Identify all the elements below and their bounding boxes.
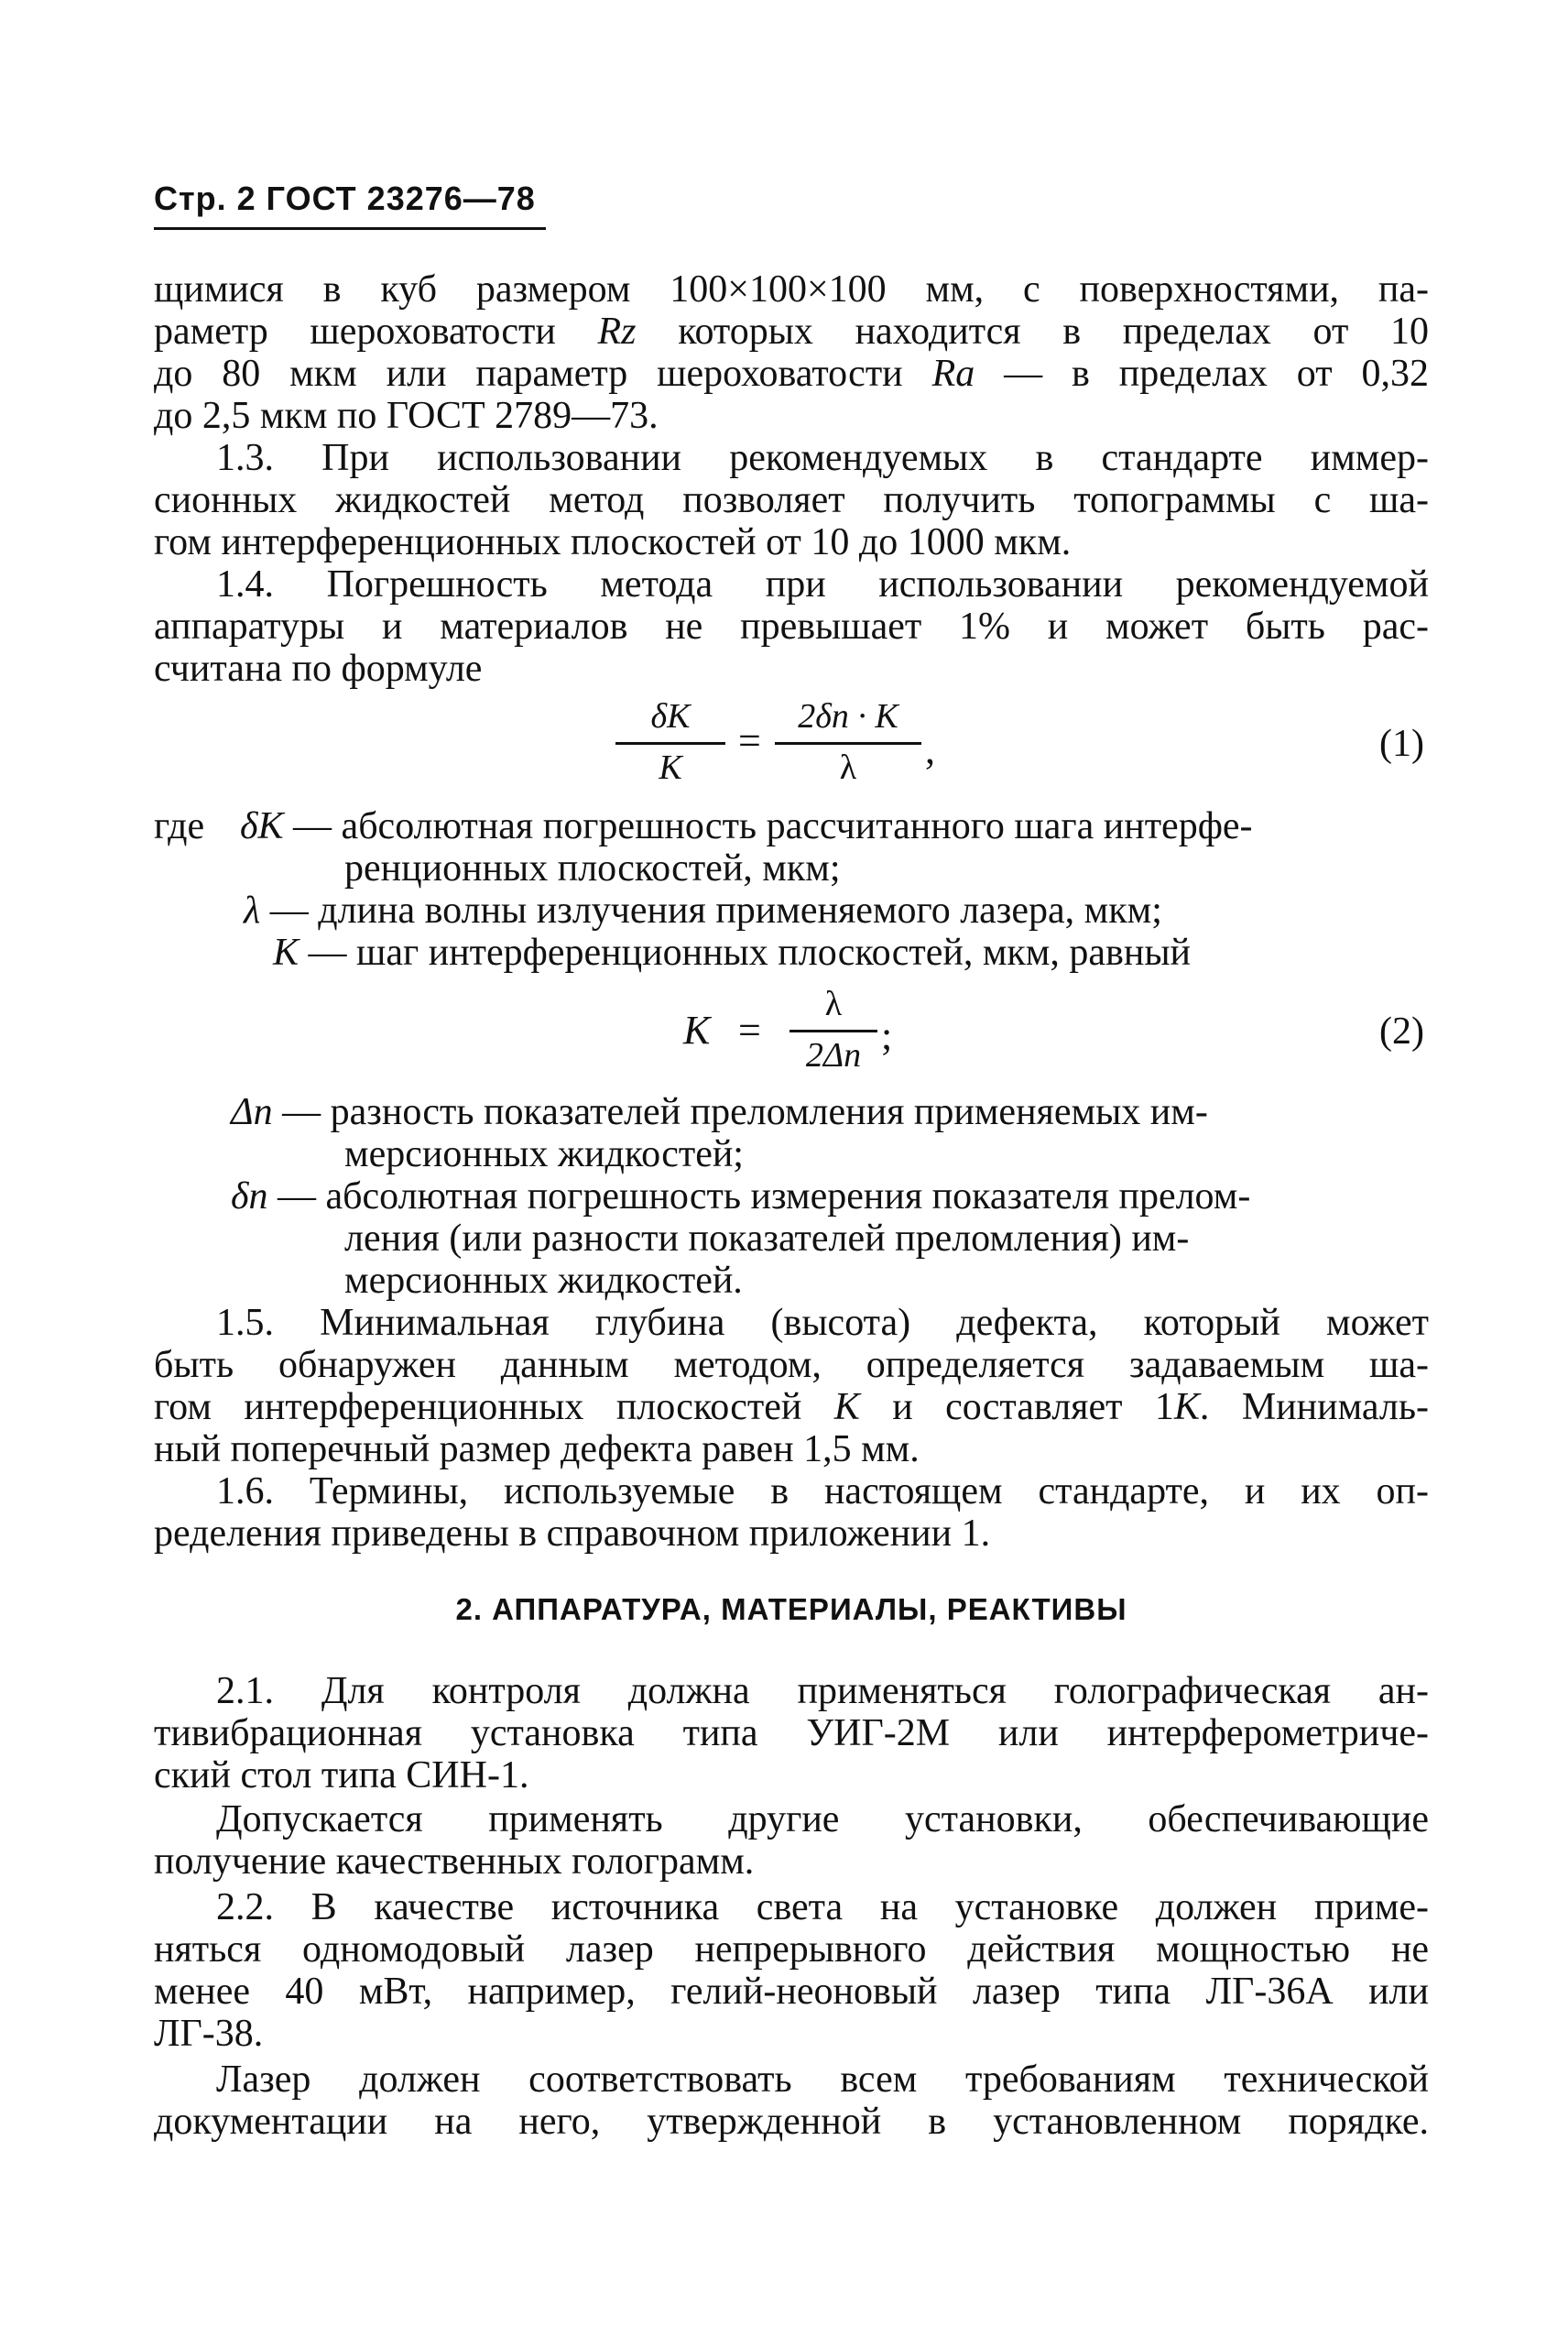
clause-2-1-line-3: ский стол типа СИН-1. — [154, 1754, 529, 1796]
formula-1-comma: , — [925, 727, 935, 772]
section-2-heading: 2. АППАРАТУРА, МАТЕРИАЛЫ, РЕАКТИВЫ — [455, 1592, 1127, 1626]
clause-1-5-line-3: гом интерференционных плоскостей K и составляет 1K. Минималь- — [154, 1386, 1429, 1428]
clause-1-4-line-3: считана по формуле — [154, 648, 483, 690]
intro-line-3: до 80 мкм или параметр шероховатости Ra — в пределах от 0,32 — [154, 353, 1430, 395]
clause-2-1-line-2: тивибрационная установка типа УИГ-2М или интерферометриче- — [154, 1712, 1429, 1754]
clause-1-4-line-2: аппаратуры и материалов не превышает 1% и может быть рас- — [154, 606, 1429, 648]
clause-2-2-line-4: ЛГ-38. — [154, 2013, 264, 2055]
def-delta-n-cont-1: ления (или разности показателей преломления) им- — [344, 1218, 1190, 1260]
where-label: где — [154, 805, 205, 847]
formula-2-fraction-bar — [789, 1030, 877, 1032]
clause-1-6-line-2: ределения приведены в справочном приложении 1. — [154, 1512, 991, 1555]
def-deltaK: δK — абсолютная погрешность рассчитанного шага интерфе- — [240, 805, 1253, 847]
clause-2-2-line-5: Лазер должен соответствовать всем требованиям технической — [216, 2058, 1429, 2101]
clause-1-5-line-2: быть обнаружен данным методом, определяется задаваемым ша- — [154, 1344, 1429, 1386]
intro-line-2: раметр шероховатости Rz которых находится в пределах от 10 — [154, 311, 1429, 353]
formula-2-equals: = — [738, 1008, 761, 1053]
clause-2-2-line-3: менее 40 мВт, например, гелий-неоновый лазер типа ЛГ-36А или — [154, 1971, 1429, 2013]
clause-1-4-line-1: 1.4. Погрешность метода при использовании рекомендуемой — [216, 563, 1429, 606]
formula-1-lhs-numerator: δK — [650, 697, 691, 736]
clause-2-2-line-1: 2.2. В качестве источника света на установке должен приме- — [216, 1886, 1429, 1928]
formula-2-number: (2) — [1379, 1010, 1424, 1053]
clause-1-3-line-1: 1.3. При использовании рекомендуемых в стандарте иммер- — [216, 437, 1429, 479]
clause-1-5-line-4: ный поперечный размер дефекта равен 1,5 мм. — [154, 1428, 920, 1470]
clause-1-5-line-1: 1.5. Минимальная глубина (высота) дефекта, который может — [216, 1302, 1429, 1344]
clause-2-1-line-4: Допускается применять другие установки, обеспечивающие — [216, 1798, 1429, 1840]
clause-2-1-line-5: получение качественных голограмм. — [154, 1840, 755, 1883]
clause-2-2-line-2: няться одномодовый лазер непрерывного действия мощностью не — [154, 1928, 1429, 1971]
intro-line-1: щимися в куб размером 100×100×100 мм, с поверхностями, па- — [154, 268, 1429, 311]
clause-1-3-line-2: сионных жидкостей метод позволяет получить топограммы с ша- — [154, 479, 1429, 521]
page-header: Стр. 2 ГОСТ 23276—78 — [154, 180, 536, 217]
def-lambda: λ — длина волны излучения применяемого лазера, мкм; — [244, 890, 1162, 932]
formula-1-rhs-denominator: λ — [839, 748, 857, 787]
def-deltaK-cont: ренционных плоскостей, мкм; — [344, 847, 841, 890]
intro-line-4: до 2,5 мкм по ГОСТ 2789—73. — [154, 395, 659, 437]
header-rule — [154, 227, 546, 230]
formula-1-equals: = — [738, 718, 761, 763]
formula-1-lhs-denominator: K — [659, 748, 682, 787]
def-K: K — шаг интерференционных плоскостей, мкм, равный — [273, 932, 1192, 974]
clause-1-3-line-3: гом интерференционных плоскостей от 10 до 1000 мкм. — [154, 521, 1072, 563]
formula-1-number: (1) — [1379, 723, 1424, 765]
clause-1-6-line-1: 1.6. Термины, используемые в настоящем стандарте, и их оп- — [216, 1470, 1429, 1512]
formula-2-numerator: λ — [824, 985, 843, 1023]
def-Delta-n-cont: мерсионных жидкостей; — [344, 1133, 744, 1175]
formula-1-rhs-numerator: 2δn · K — [798, 697, 898, 736]
def-Delta-n: Δn — разность показателей преломления применяемых им- — [231, 1091, 1208, 1133]
formula-2-semicolon: ; — [881, 1013, 893, 1058]
formula-2-denominator: 2Δn — [805, 1036, 862, 1075]
def-delta-n-cont-2: мерсионных жидкостей. — [344, 1260, 743, 1302]
clause-2-1-line-1: 2.1. Для контроля должна применяться голографическая ан- — [216, 1670, 1429, 1712]
def-delta-n: δn — абсолютная погрешность измерения показателя прелом- — [231, 1175, 1251, 1218]
clause-2-2-line-6: документации на него, утвержденной в установленном порядке. — [154, 2101, 1429, 2143]
formula-1-rhs-fraction-bar — [775, 742, 921, 745]
formula-2-lhs: K — [683, 1008, 711, 1053]
formula-1-lhs-fraction-bar — [615, 742, 725, 745]
